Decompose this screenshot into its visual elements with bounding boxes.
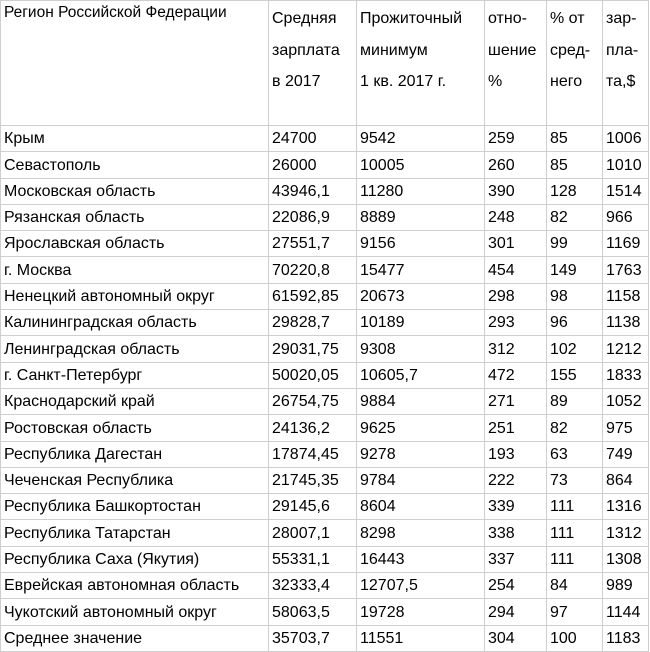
header-line: Средняя bbox=[272, 10, 337, 27]
table-row bbox=[1, 546, 649, 572]
cell-ratio: 222 bbox=[485, 467, 547, 493]
cell-percent-of-average: 149 bbox=[547, 257, 603, 283]
header-line: пла- bbox=[606, 41, 639, 59]
cell-ratio: 293 bbox=[485, 310, 547, 336]
cell-avg-salary: 26754,75 bbox=[269, 388, 357, 414]
cell-avg-salary: 29828,7 bbox=[269, 310, 357, 336]
cell-salary-usd: 1052 bbox=[603, 388, 649, 414]
cell-subsistence-minimum: 10189 bbox=[357, 310, 485, 336]
header-line: % от bbox=[550, 10, 585, 27]
header-line: % bbox=[488, 73, 503, 90]
table-row bbox=[1, 336, 649, 362]
header-line: Прожиточный bbox=[360, 10, 463, 27]
table-row bbox=[1, 152, 649, 178]
header-percent-of-average bbox=[547, 1, 603, 126]
cell-ratio: 339 bbox=[485, 494, 547, 520]
cell-subsistence-minimum: 9278 bbox=[357, 441, 485, 467]
cell-subsistence-minimum: 9625 bbox=[357, 415, 485, 441]
cell-region: Калининградская область bbox=[1, 310, 269, 336]
table-row bbox=[1, 204, 649, 230]
cell-percent-of-average: 111 bbox=[547, 494, 603, 520]
cell-ratio: 294 bbox=[485, 599, 547, 625]
cell-subsistence-minimum: 10005 bbox=[357, 152, 485, 178]
cell-avg-salary: 50020,05 bbox=[269, 362, 357, 388]
header-region-line: Регион Российской Федерации bbox=[4, 4, 227, 21]
cell-subsistence-minimum: 11280 bbox=[357, 178, 485, 204]
cell-salary-usd: 1316 bbox=[603, 494, 649, 520]
table-row bbox=[1, 126, 649, 152]
cell-salary-usd: 1763 bbox=[603, 257, 649, 283]
table-row bbox=[1, 573, 649, 599]
cell-avg-salary: 43946,1 bbox=[269, 178, 357, 204]
cell-subsistence-minimum: 9784 bbox=[357, 467, 485, 493]
cell-region: Ненецкий автономный округ bbox=[1, 283, 269, 309]
cell-subsistence-minimum: 9542 bbox=[357, 126, 485, 152]
cell-region: г. Москва bbox=[1, 257, 269, 283]
cell-salary-usd: 1312 bbox=[603, 520, 649, 546]
cell-region: Рязанская область bbox=[1, 204, 269, 230]
cell-salary-usd: 1158 bbox=[603, 283, 649, 309]
cell-ratio: 301 bbox=[485, 231, 547, 257]
cell-ratio: 259 bbox=[485, 126, 547, 152]
table-body bbox=[1, 126, 649, 652]
cell-salary-usd: 1138 bbox=[603, 310, 649, 336]
table-row bbox=[1, 362, 649, 388]
cell-avg-salary: 35703,7 bbox=[269, 625, 357, 651]
cell-avg-salary: 26000 bbox=[269, 152, 357, 178]
cell-subsistence-minimum: 8889 bbox=[357, 204, 485, 230]
cell-salary-usd: 975 bbox=[603, 415, 649, 441]
cell-region: Чеченская Республика bbox=[1, 467, 269, 493]
table-row bbox=[1, 467, 649, 493]
cell-salary-usd: 1144 bbox=[603, 599, 649, 625]
cell-percent-of-average: 82 bbox=[547, 415, 603, 441]
table-row bbox=[1, 257, 649, 283]
cell-ratio: 271 bbox=[485, 388, 547, 414]
cell-subsistence-minimum: 8298 bbox=[357, 520, 485, 546]
cell-ratio: 454 bbox=[485, 257, 547, 283]
cell-region: Краснодарский край bbox=[1, 388, 269, 414]
header-line: сред- bbox=[550, 41, 591, 59]
cell-salary-usd: 1169 bbox=[603, 231, 649, 257]
cell-percent-of-average: 85 bbox=[547, 126, 603, 152]
header-line: него bbox=[550, 73, 583, 90]
cell-salary-usd: 1308 bbox=[603, 546, 649, 572]
cell-region: Севастополь bbox=[1, 152, 269, 178]
cell-avg-salary: 24136,2 bbox=[269, 415, 357, 441]
header-line: та,$ bbox=[606, 73, 636, 90]
cell-ratio: 248 bbox=[485, 204, 547, 230]
cell-ratio: 193 bbox=[485, 441, 547, 467]
cell-ratio: 338 bbox=[485, 520, 547, 546]
cell-region: г. Санкт-Петербург bbox=[1, 362, 269, 388]
cell-salary-usd: 749 bbox=[603, 441, 649, 467]
cell-avg-salary: 61592,85 bbox=[269, 283, 357, 309]
cell-percent-of-average: 97 bbox=[547, 599, 603, 625]
table-row bbox=[1, 599, 649, 625]
cell-subsistence-minimum: 12707,5 bbox=[357, 573, 485, 599]
cell-ratio: 251 bbox=[485, 415, 547, 441]
cell-region: Еврейская автономная область bbox=[1, 573, 269, 599]
header-avg-salary bbox=[269, 1, 357, 126]
cell-salary-usd: 864 bbox=[603, 467, 649, 493]
table-row bbox=[1, 178, 649, 204]
cell-avg-salary: 21745,35 bbox=[269, 467, 357, 493]
cell-ratio: 390 bbox=[485, 178, 547, 204]
cell-avg-salary: 29145,6 bbox=[269, 494, 357, 520]
cell-region: Республика Башкортостан bbox=[1, 494, 269, 520]
table-row bbox=[1, 520, 649, 546]
cell-salary-usd: 1833 bbox=[603, 362, 649, 388]
cell-percent-of-average: 73 bbox=[547, 467, 603, 493]
cell-avg-salary: 55331,1 bbox=[269, 546, 357, 572]
cell-subsistence-minimum: 15477 bbox=[357, 257, 485, 283]
cell-region: Московская область bbox=[1, 178, 269, 204]
header-ratio bbox=[485, 1, 547, 126]
table-row bbox=[1, 494, 649, 520]
cell-percent-of-average: 96 bbox=[547, 310, 603, 336]
cell-avg-salary: 17874,45 bbox=[269, 441, 357, 467]
cell-salary-usd: 1006 bbox=[603, 126, 649, 152]
cell-subsistence-minimum: 8604 bbox=[357, 494, 485, 520]
table-row bbox=[1, 283, 649, 309]
cell-salary-usd: 1212 bbox=[603, 336, 649, 362]
header-line: отно- bbox=[488, 10, 527, 27]
cell-ratio: 254 bbox=[485, 573, 547, 599]
header-salary-usd bbox=[603, 1, 649, 126]
cell-percent-of-average: 89 bbox=[547, 388, 603, 414]
cell-region: Республика Дагестан bbox=[1, 441, 269, 467]
cell-ratio: 304 bbox=[485, 625, 547, 651]
cell-ratio: 312 bbox=[485, 336, 547, 362]
cell-salary-usd: 1183 bbox=[603, 625, 649, 651]
cell-percent-of-average: 128 bbox=[547, 178, 603, 204]
table-row bbox=[1, 415, 649, 441]
cell-region: Ростовская область bbox=[1, 415, 269, 441]
header-region bbox=[1, 1, 269, 126]
cell-avg-salary: 24700 bbox=[269, 126, 357, 152]
cell-percent-of-average: 98 bbox=[547, 283, 603, 309]
header-line: в 2017 bbox=[272, 73, 321, 90]
cell-subsistence-minimum: 9156 bbox=[357, 231, 485, 257]
cell-region: Ленинградская область bbox=[1, 336, 269, 362]
cell-percent-of-average: 155 bbox=[547, 362, 603, 388]
cell-ratio: 260 bbox=[485, 152, 547, 178]
cell-percent-of-average: 111 bbox=[547, 520, 603, 546]
cell-region: Чукотский автономный округ bbox=[1, 599, 269, 625]
cell-subsistence-minimum: 10605,7 bbox=[357, 362, 485, 388]
cell-region: Республика Саха (Якутия) bbox=[1, 546, 269, 572]
cell-percent-of-average: 82 bbox=[547, 204, 603, 230]
header-line: 1 кв. 2017 г. bbox=[360, 73, 447, 90]
cell-subsistence-minimum: 16443 bbox=[357, 546, 485, 572]
cell-ratio: 472 bbox=[485, 362, 547, 388]
header-row bbox=[1, 1, 649, 126]
cell-salary-usd: 1010 bbox=[603, 152, 649, 178]
cell-region: Крым bbox=[1, 126, 269, 152]
header-subsistence-minimum bbox=[357, 1, 485, 126]
cell-percent-of-average: 102 bbox=[547, 336, 603, 362]
cell-region: Ярославская область bbox=[1, 231, 269, 257]
cell-avg-salary: 70220,8 bbox=[269, 257, 357, 283]
table-row bbox=[1, 388, 649, 414]
cell-avg-salary: 29031,75 bbox=[269, 336, 357, 362]
cell-region: Среднее значение bbox=[1, 625, 269, 651]
cell-percent-of-average: 99 bbox=[547, 231, 603, 257]
cell-subsistence-minimum: 19728 bbox=[357, 599, 485, 625]
cell-percent-of-average: 84 bbox=[547, 573, 603, 599]
cell-subsistence-minimum: 11551 bbox=[357, 625, 485, 651]
cell-subsistence-minimum: 20673 bbox=[357, 283, 485, 309]
header-line: минимум bbox=[360, 41, 428, 59]
cell-avg-salary: 22086,9 bbox=[269, 204, 357, 230]
cell-avg-salary: 28007,1 bbox=[269, 520, 357, 546]
cell-region: Республика Татарстан bbox=[1, 520, 269, 546]
table-row bbox=[1, 625, 649, 651]
cell-percent-of-average: 63 bbox=[547, 441, 603, 467]
cell-salary-usd: 966 bbox=[603, 204, 649, 230]
table-row bbox=[1, 231, 649, 257]
cell-subsistence-minimum: 9308 bbox=[357, 336, 485, 362]
cell-salary-usd: 989 bbox=[603, 573, 649, 599]
header-line: зар- bbox=[606, 10, 637, 27]
cell-avg-salary: 32333,4 bbox=[269, 573, 357, 599]
cell-percent-of-average: 100 bbox=[547, 625, 603, 651]
cell-percent-of-average: 85 bbox=[547, 152, 603, 178]
cell-avg-salary: 58063,5 bbox=[269, 599, 357, 625]
cell-subsistence-minimum: 9884 bbox=[357, 388, 485, 414]
header-line: зарплата bbox=[272, 41, 340, 59]
cell-avg-salary: 27551,7 bbox=[269, 231, 357, 257]
cell-salary-usd: 1514 bbox=[603, 178, 649, 204]
cell-ratio: 298 bbox=[485, 283, 547, 309]
header-line: шение bbox=[488, 41, 537, 59]
table-row bbox=[1, 441, 649, 467]
cell-ratio: 337 bbox=[485, 546, 547, 572]
cell-percent-of-average: 111 bbox=[547, 546, 603, 572]
table-row bbox=[1, 310, 649, 336]
